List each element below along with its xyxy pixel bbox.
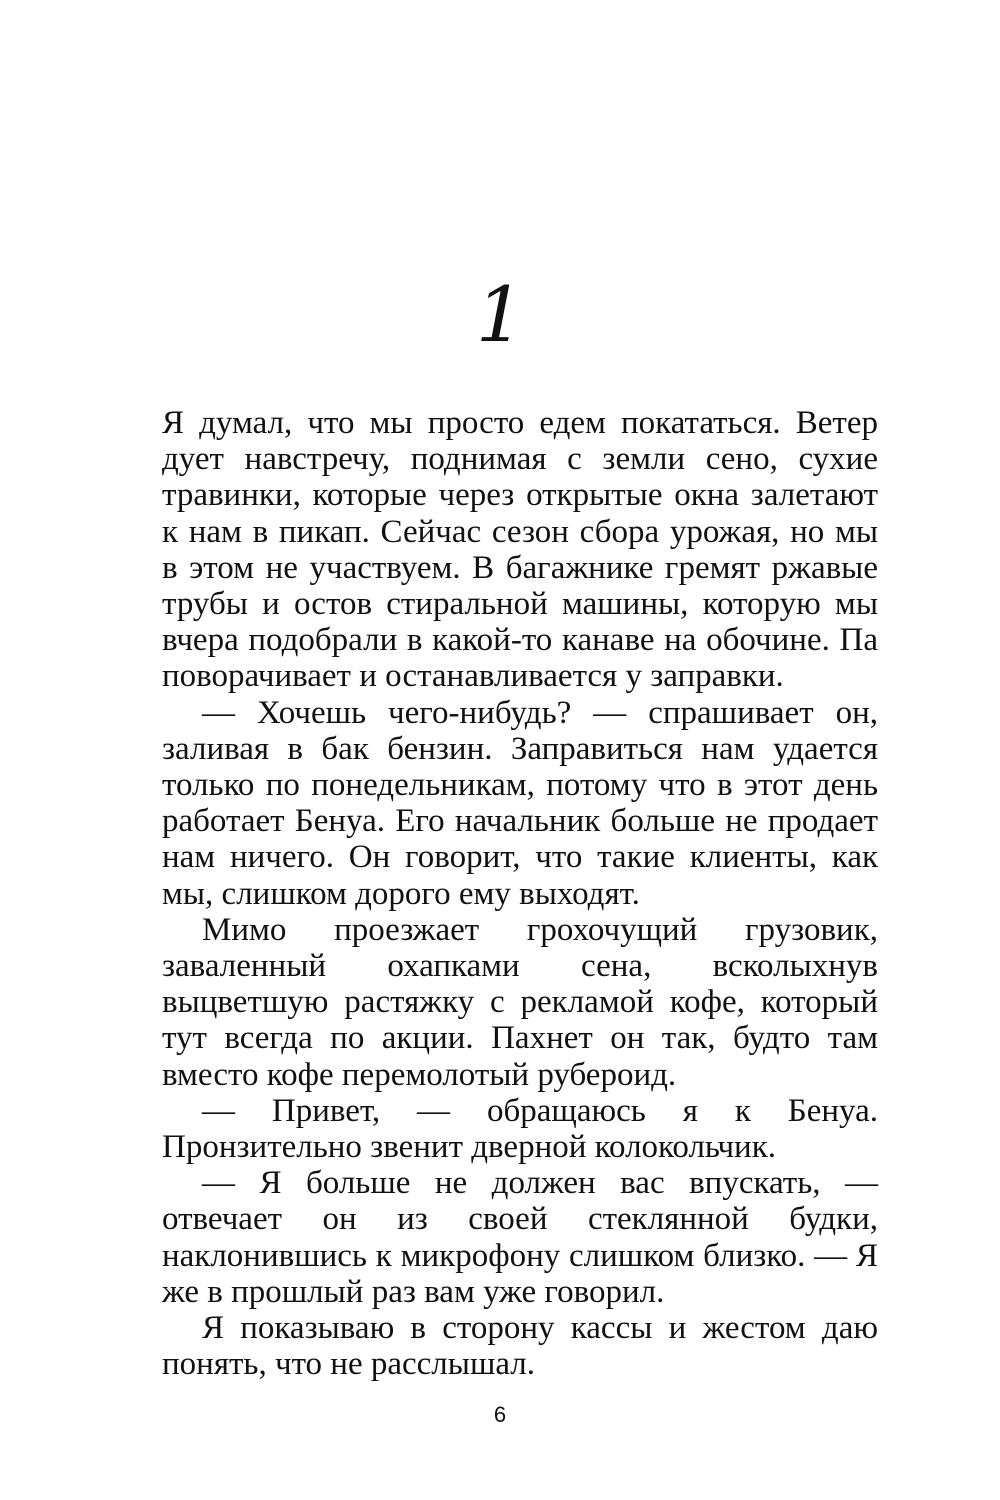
paragraph: Я показываю в сторону кассы и жестом даю понять, что не расслышал. (162, 1310, 878, 1383)
chapter-number: 1 (475, 270, 525, 359)
paragraph: — Хочешь чего-нибудь? — спрашивает он, заливая в бак бензин. Заправиться нам удается только по понедельникам, потому что в этот день работает Бенуа. Его начальник больше не продает нам ничего. Он говорит, что такие клиенты, как мы, слишком дорого ему выходят. (162, 694, 878, 912)
paragraph: — Я больше не должен вас впускать, — отвечает он из своей стеклянной будки, наклонившись к микрофону слишком близко. — Я же в прошлый раз вам уже говорил. (162, 1165, 878, 1310)
paragraph: — Привет, — обращаюсь я к Бенуа. Пронзительно звенит дверной колокольчик. (162, 1092, 878, 1166)
body-text (162, 405, 878, 1382)
paragraph: Мимо проезжает грохочущий грузовик, заваленный охапками сена, всколыхнув выцветшую растяжку с рекламой кофе, который тут всегда по акции. Пахнет он так, будто там вместо кофе перемолотый рубероид. (162, 911, 878, 1093)
page-number: 6 (493, 1402, 507, 1427)
paragraph: Я думал, что мы просто едем покататься. Ветер дует навстречу, поднимая с земли сено, сухие травинки, которые через открытые окна залетают к нам в пикап. Сейчас сезон сбора урожая, но мы в этом не участвуем. В багажнике гремят ржавые трубы и остов стиральной машины, которую мы вчера подобрали в какой-то канаве на обочине. Па поворачивает и останавливается у заправки. (162, 405, 878, 695)
